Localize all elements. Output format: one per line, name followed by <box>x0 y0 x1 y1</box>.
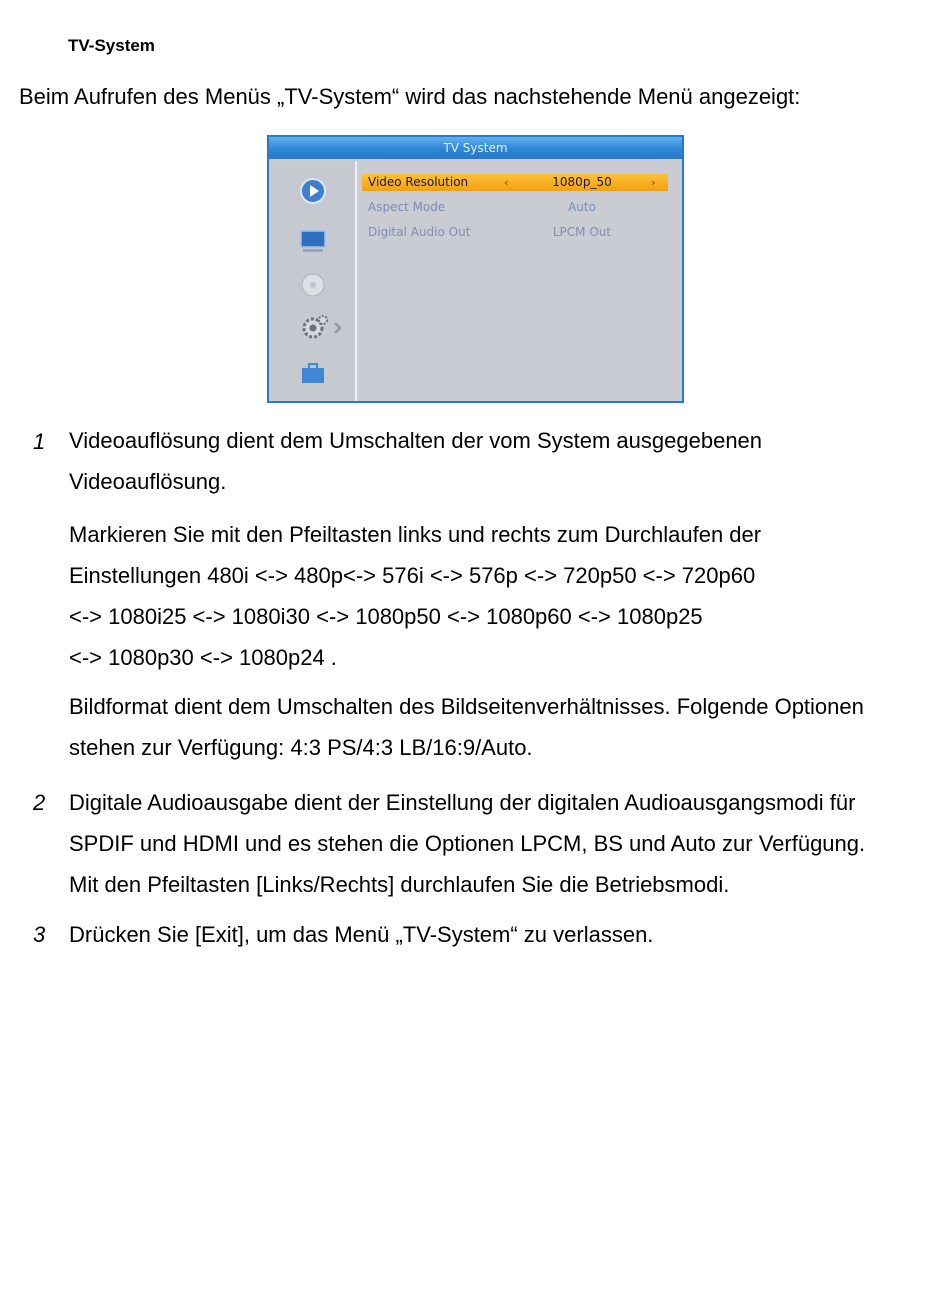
paragraph-line: Markieren Sie mit den Pfeiltasten links und rechts zum Durchlaufen der <box>69 522 762 547</box>
list-number: 1 <box>33 429 46 454</box>
menu-row-aspect-mode[interactable] <box>362 199 668 224</box>
menu-row-label: Video Resolution <box>368 175 469 189</box>
list-paragraph <box>69 914 950 955</box>
intro-text: Beim Aufrufen des Menüs „TV-System“ wird das nachstehende Menü angezeigt: <box>19 84 801 109</box>
section-heading: TV-System <box>68 36 155 55</box>
menu-title-bar: TV System <box>269 137 682 159</box>
list-number: 3 <box>33 922 46 947</box>
paragraph-line: Videoauflösung. <box>69 469 227 494</box>
menu-row-value: 1080p_50 <box>552 175 612 189</box>
toolbox-icon <box>299 359 327 387</box>
list-paragraph <box>69 420 950 502</box>
list-paragraph <box>69 782 950 905</box>
paragraph-line: Einstellungen 480i <-> 480p<-> 576i <-> 576p <-> 720p50 <-> 720p60 <box>69 563 756 588</box>
menu-row-video-resolution[interactable] <box>362 174 668 199</box>
menu-row-value: LPCM Out <box>552 225 612 239</box>
paragraph-line: stehen zur Verfügung: 4:3 PS/4:3 LB/16:9/Auto. <box>69 735 533 760</box>
disc-icon <box>299 271 327 299</box>
list-paragraph <box>69 514 950 678</box>
list-paragraph <box>69 686 950 768</box>
arrow-right-icon[interactable]: › <box>651 176 656 189</box>
menu-row-digital-audio-out[interactable] <box>362 224 668 249</box>
menu-row-label: Aspect Mode <box>368 200 446 214</box>
list-number: 2 <box>33 790 46 815</box>
tv-screen-icon <box>299 227 327 255</box>
paragraph-line: Videoauflösung dient dem Umschalten der vom System ausgegebenen <box>69 428 763 453</box>
arrow-left-icon[interactable]: ‹ <box>504 176 509 189</box>
play-icon <box>299 177 327 205</box>
paragraph-line: Drücken Sie [Exit], um das Menü „TV-System“ zu verlassen. <box>69 922 654 947</box>
tv-system-menu-screenshot <box>267 135 684 403</box>
paragraph-line: SPDIF und HDMI und es stehen die Optionen LPCM, BS und Auto zur Verfügung. <box>69 831 866 856</box>
paragraph-line: Bildformat dient dem Umschalten des Bildseitenverhältnisses. Folgende Optionen <box>69 694 864 719</box>
paragraph-line: <-> 1080i25 <-> 1080i30 <-> 1080p50 <-> 1080p60 <-> 1080p25 <box>69 604 703 629</box>
settings-gear-icon <box>295 313 343 341</box>
paragraph-line: Mit den Pfeiltasten [Links/Rechts] durchlaufen Sie die Betriebsmodi. <box>69 872 730 897</box>
menu-sidebar <box>269 161 357 401</box>
menu-row-value: Auto <box>568 200 596 214</box>
menu-options <box>362 174 668 249</box>
menu-row-label: Digital Audio Out <box>368 225 471 239</box>
paragraph-line: <-> 1080p30 <-> 1080p24 . <box>69 645 337 670</box>
paragraph-line: Digitale Audioausgabe dient der Einstellung der digitalen Audioausgangsmodi für <box>69 790 856 815</box>
